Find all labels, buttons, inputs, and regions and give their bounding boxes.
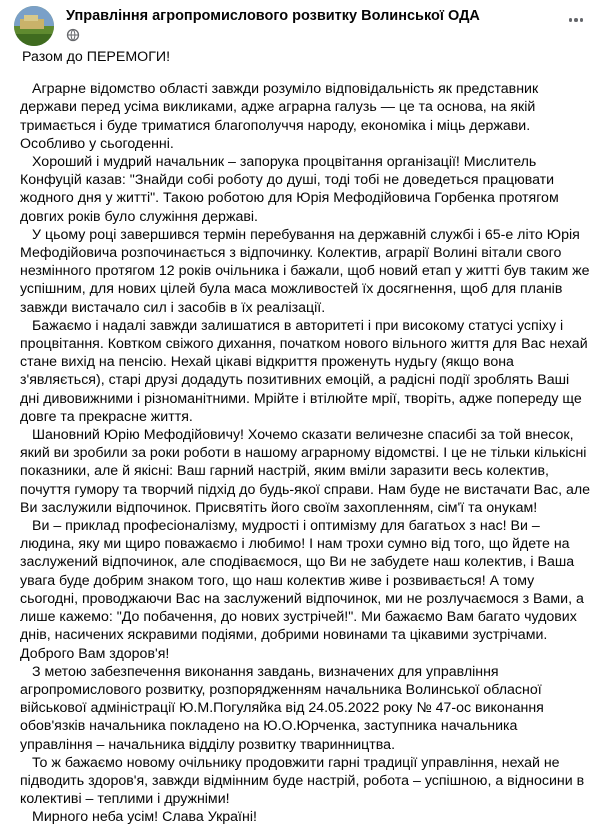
page-name-link[interactable]: Управління агропромислового розвитку Волинської ОДА (66, 8, 480, 24)
post-paragraph: То ж бажаємо новому очільнику продовжити гарні традиції управління, нехай не підводить здоров'я, завжди відмінним буде настрій, робота – успішною, а відносини в колективі – теплими і дружніми! (20, 754, 585, 808)
post-paragraph: Бажаємо і надалі завжди залишатися в авторитеті і при високому статусі успіху і процвітання. Ковтком свіжого дихання, початком нового вільного життя для Вас нехай стане вихід на пенсію. Нехай цікаві відкриття проженуть нудьгу (якщо вона з'являється), старі друзі додадуть позитивних емоцій, а радісні події зроблять Ваші дні дивовижними і різноманітними. Мрійте і втілюйте мрії, творіть, адже попереду ще довге та прекрасне життя. (20, 317, 588, 425)
more-options-icon (574, 18, 578, 22)
page-avatar[interactable] (14, 6, 54, 46)
post-header (0, 0, 600, 48)
post-paragraph: Мирного неба усім! Слава Україні! (32, 809, 257, 826)
post-greeting: Разом до ПЕРЕМОГИ! (22, 49, 171, 65)
post-body (10, 48, 592, 827)
post-meta (66, 28, 90, 42)
post-paragraph: Аграрне відомство області завжди розуміло відповідальність як представник держави перед усіма викликами, адже аграрна галузь — це та основа, на якій тримається і буде триматися благополуччя народу, економіка і міць держави. Особливо у сьогоденні. (20, 81, 539, 152)
post-paragraph: Шановний Юрію Мефодійовичу! Хочемо сказати величезне спасибі за той внесок, який ви зробили за роки роботи в нашому аграрному відомстві. І це не тільки кількісні показники, але й якісні: Ваш гарний настрій, яким вміли заразити весь колектив, почуття гумору та творчий підхід до будь-якої справи. Нам буде не вистачати Вас, але Ви заслужили відпочинок. Присвятіть його своїм захопленням, сім'ї та онукам! (20, 427, 591, 516)
post-paragraph: Ви – приклад професіоналізму, мудрості і оптимізму для багатьох з нас! Ви – людина, яку ми щиро поважаємо і любимо! І нам трохи сумно від того, що йдете на заслужений відпочинок, але сподіваємося, що Ви не забудете наш колектив, і Ваша увага буде добрим знаком того, що наш колектив живе і розвивається! А тому сьогодні, проводжаючи Вас на заслужений відпочинок, ми не розлучаємося з Вами, а лише кажемо: "До побачення, до нових зустрічей!". Ми бажаємо Вам багато чудових днів, насичених яскравими подіями, добрими новинами та цікавими зустрічами. Доброго Вам здоров'я! (20, 518, 584, 662)
avatar-image (14, 6, 54, 46)
audience-icon[interactable] (66, 28, 90, 42)
more-options-button[interactable] (566, 10, 586, 30)
post-paragraph: У цьому році завершився термін перебування на державній службі і 65-е літо Юрія Мефодійовича розпочинається з відпочинку. Колектив, аграрії Волині вітали свого незмінного протягом 12 років очільника і бажали, щоб новий етап у житті був таким же успішним, для нових цілей була маса можливостей їх досягнення, щоб для планів завжди вистачало сил і засобів в їх реалізації. (20, 226, 590, 316)
post-paragraph: З метою забезпечення виконання завдань, визначених для управління агропромислового розвитку, розпорядженням начальника Волинської обласної військової адміністрації Ю.М.Погуляйка від 24.05.2022 року № 47-ос виконання обов'язків начальника покладено на Ю.О.Юрченка, заступника начальника управління – начальника відділу розвитку тваринництва. (20, 663, 544, 753)
more-options-icon (580, 18, 584, 22)
more-options-icon (569, 18, 573, 22)
post-paragraph: Хороший і мудрий начальник – запорука процвітання організації! Мислитель Конфуцій казав: "Знайди собі роботу до душі, тоді тобі не доведеться працювати жодного дня у житті". Такою роботою для Юрія Мефодійовича Горбенка протягом довгих років було служіння державі. (20, 154, 559, 225)
